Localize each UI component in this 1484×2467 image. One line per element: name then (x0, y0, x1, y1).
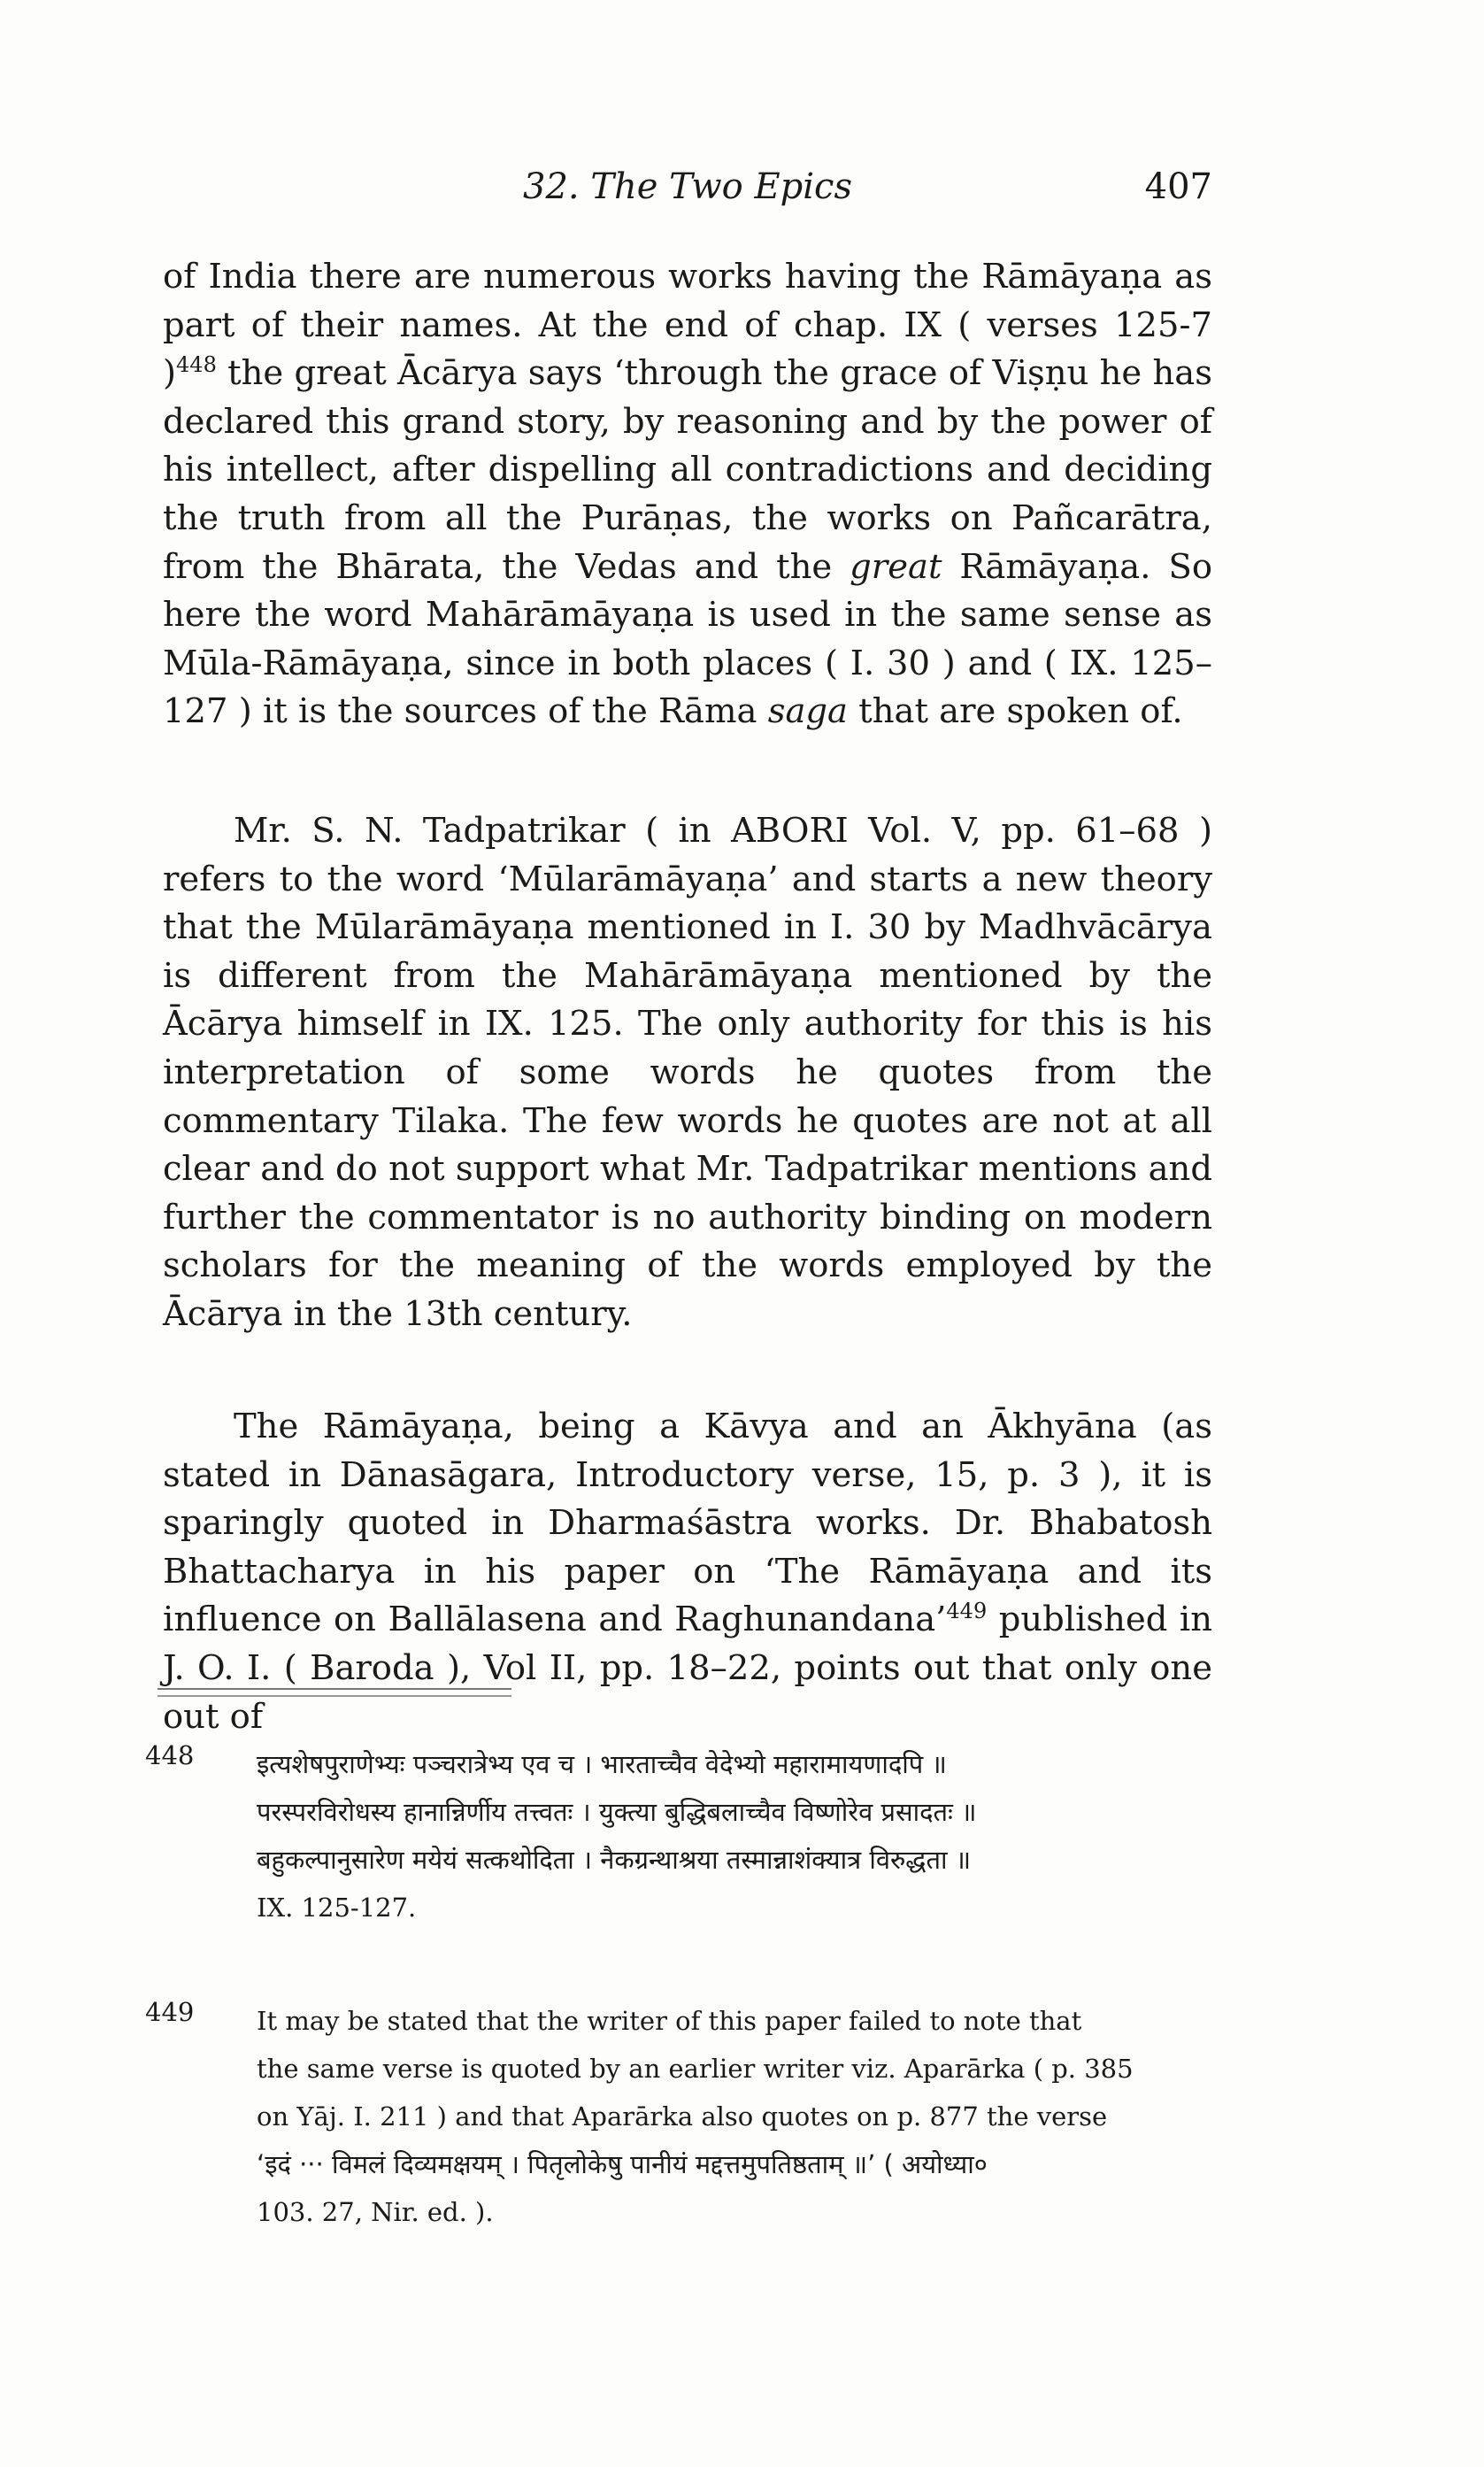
paragraph-1-text-d: that are spoken of. (848, 691, 1183, 732)
footnote-448 (145, 1740, 1212, 1931)
footnote-line: It may be stated that the writer of this paper failed to note that (257, 2006, 1082, 2036)
footnote-line: on Yāj. I. 211 ) and that Aparārka also quotes on p. 877 the verse (257, 2101, 1108, 2132)
paragraph-3-text-b: published in J. O. I. ( Baroda ), Vol II, pp. 18–22, points out that only one out of (163, 1600, 1212, 1737)
paragraph-1-text-b: the great Ācārya says ‘through the grace of Viṣṇu he has declared this grand story, by reasoning and by the power of his intellect, after dispelling all contradictions and deciding the truth from all the Purāṇas, the works on Pañcarātra, from the Bhārata, the Vedas and the (163, 353, 1212, 587)
footnote-separator (158, 1688, 511, 1697)
paragraph-1-text-a: of India there are numerous works having the Rāmāyaṇa as part of their names. At the end of chap. IX ( verses 125-7 ) (163, 257, 1212, 394)
footnote-number: 449 (145, 1997, 195, 2027)
paragraph-1-text-c: Rāmāyaṇa. So here the word Mahārāmāyaṇa is used in the same sense as Mūla-Rāmāyaṇa, since in both places ( I. 30 ) and ( IX. 125–127 ) it is the sources of the Rāma (163, 546, 1213, 732)
footnote-line: इत्यशेषपुराणेभ्यः पञ्चरात्रेभ्य एव च । भारताच्चैव वेदेभ्यो महारामायणादपि ॥ (257, 1749, 947, 1779)
footnote-line: बहुकल्पानुसारेण मयेयं सत्कथोदिता । नैकग्रन्थाश्रया तस्मान्नाशंक्यात्र विरुद्धता ॥ (257, 1845, 972, 1875)
footnote-line: IX. 125-127. (257, 1893, 417, 1923)
footnote-ref-448: 448 (176, 352, 217, 378)
footnote-ref-449: 449 (946, 1599, 988, 1624)
page-header (163, 161, 1212, 214)
paragraph-2-text: Mr. S. N. Tadpatrikar ( in ABORI Vol. V, pp. 61–68 ) refers to the word ‘Mūlarāmāyaṇa’ and starts a new theory that the Mūlarāmāyaṇa mentioned in I. 30 by Madhvācārya is different from the Mahārāmāyaṇa mentioned by the Ācārya himself in IX. 125. The only authority for this is his interpretation of some words he quotes from the commentary Tilaka. The few words he quotes are not at all clear and do not support what Mr. Tadpatrikar mentions and further the commentator is no authority binding on modern scholars for the meaning of the words employed by the Ācārya in the 13th century. (163, 811, 1212, 1334)
footnote-line: ‘इदं ··· विमलं दिव्यमक्षयम् । पितृलोकेषु पानीयं मद्दत्तमुपतिष्ठताम् ॥’ ( अयोध्या० (257, 2149, 988, 2179)
footnote-line: the same verse is quoted by an earlier writer viz. Aparārka ( p. 385 (257, 2054, 1134, 2084)
footnote-number: 448 (145, 1740, 195, 1770)
emphasis-saga: saga (767, 691, 848, 732)
paragraph-1 (163, 253, 1212, 736)
footnote-449 (145, 1997, 1212, 2236)
paragraph-2 (163, 807, 1212, 1339)
paragraph-3-text-a: The Rāmāyaṇa, being a Kāvya and an Ākhyāna (as stated in Dānasāgara, Introductory verse, 15, p. 3 ), it is sparingly quoted in Dharmaśāstra works. Dr. Bhabatosh Bhattacharya in his paper on ‘The Rāmāyaṇa and its influence on Ballālasena and Raghunandana’ (163, 1407, 1212, 1640)
emphasis-great: great (850, 546, 942, 587)
page-number: 407 (1144, 166, 1212, 207)
footnote-line: परस्परविरोधस्य हानान्निर्णीय तत्त्वतः । युक्त्या बुद्धिबलाच्चैव विष्णोरेव प्रसादतः ॥ (257, 1797, 977, 1827)
footnote-line: 103. 27, Nir. ed. ). (257, 2197, 494, 2227)
running-title: 32. The Two Epics (523, 166, 852, 207)
